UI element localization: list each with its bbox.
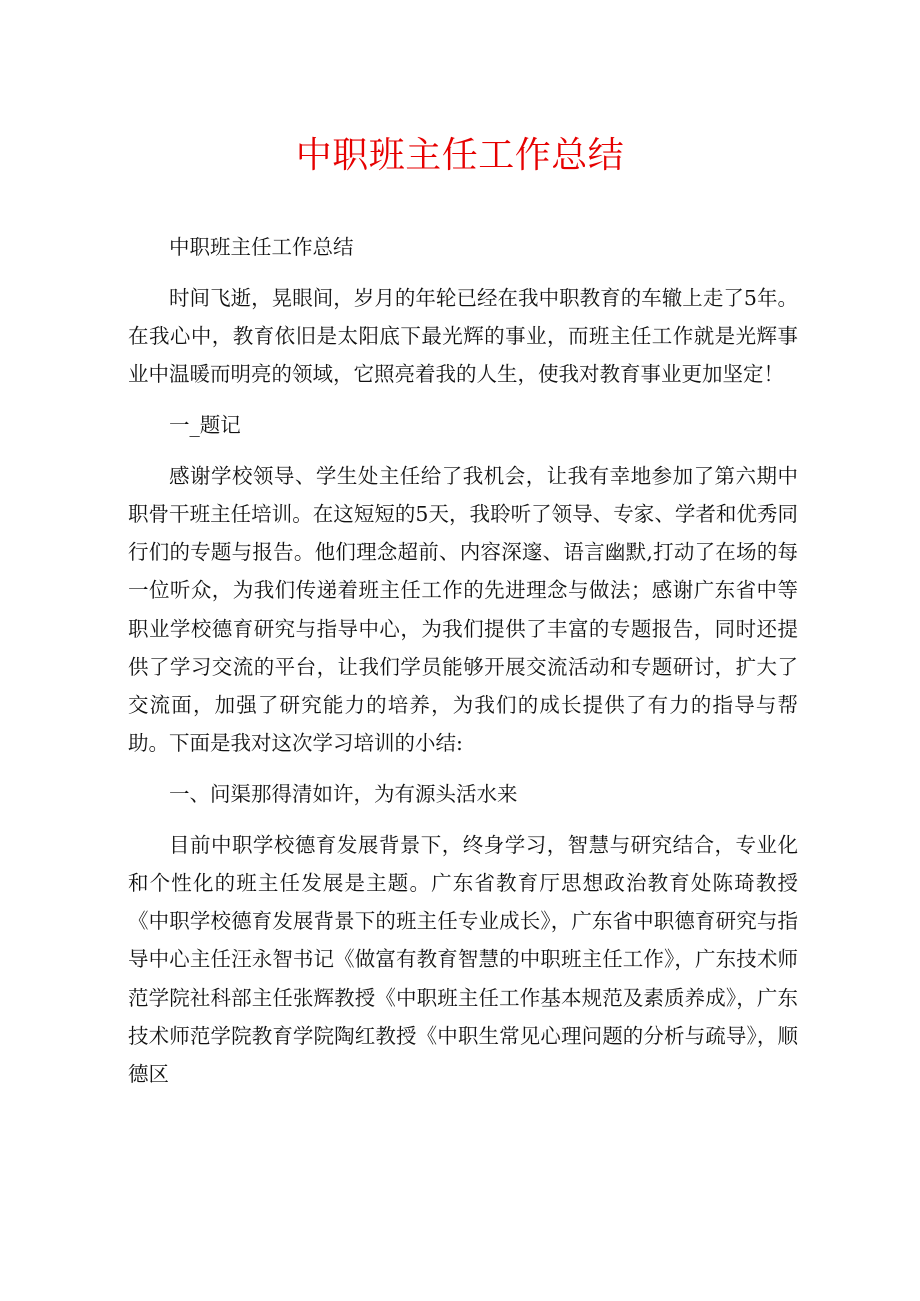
paragraph-lectures: 目前中职学校德育发展背景下，终身学习，智慧与研究结合，专业化和个性化的班主任发展是主题。广东省教育厅思想政治教育处陈琦教授《中职学校德育发展背景下的班主任专业成长》，广东省中职德育研究与指导中心主任汪永智书记《做富有教育智慧的中职班主任工作》，广东技术师范学院社科部主任张辉教授《中职班主任工作基本规范及素质养成》，广东技术师范学院教育学院陶红教授《中职生常见心理问题的分析与疏导》，顺德区 xyxy=(128,832,798,1087)
document-body xyxy=(128,228,798,1106)
paragraph-section-heading: 一、问渠那得清如许，为有源头活水来 xyxy=(169,782,518,807)
paragraph-thanks: 感谢学校领导、学生处主任给了我机会，让我有幸地参加了第六期中职骨干班主任培训。在这短短的5天，我聆听了领导、专家、学者和优秀同行们的专题与报告。他们理念超前、内容深邃、语言幽默,打动了在场的每一位听众，为我们传递着班主任工作的先进理念与做法；感谢广东省中等职业学校德育研究与指导中心，为我们提供了丰富的专题报告，同时还提供了学习交流的平台，让我们学员能够开展交流活动和专题研讨，扩大了交流面，加强了研究能力的培养，为我们的成长提供了有力的指导与帮助。下面是我对这次学习培训的小结: xyxy=(128,463,798,756)
paragraph-intro: 时间飞逝，晃眼间，岁月的年轮已经在我中职教育的车辙上走了5年。在我心中，教育依旧是太阳底下最光辉的事业，而班主任工作就是光辉事业中温暖而明亮的领域，它照亮着我的人生，使我对教育事业更加坚定！ xyxy=(128,285,798,387)
document-title: 中职班主任工作总结 xyxy=(295,135,625,176)
paragraph-section-label: 一_题记 xyxy=(169,413,241,437)
paragraph-heading: 中职班主任工作总结 xyxy=(169,235,354,259)
